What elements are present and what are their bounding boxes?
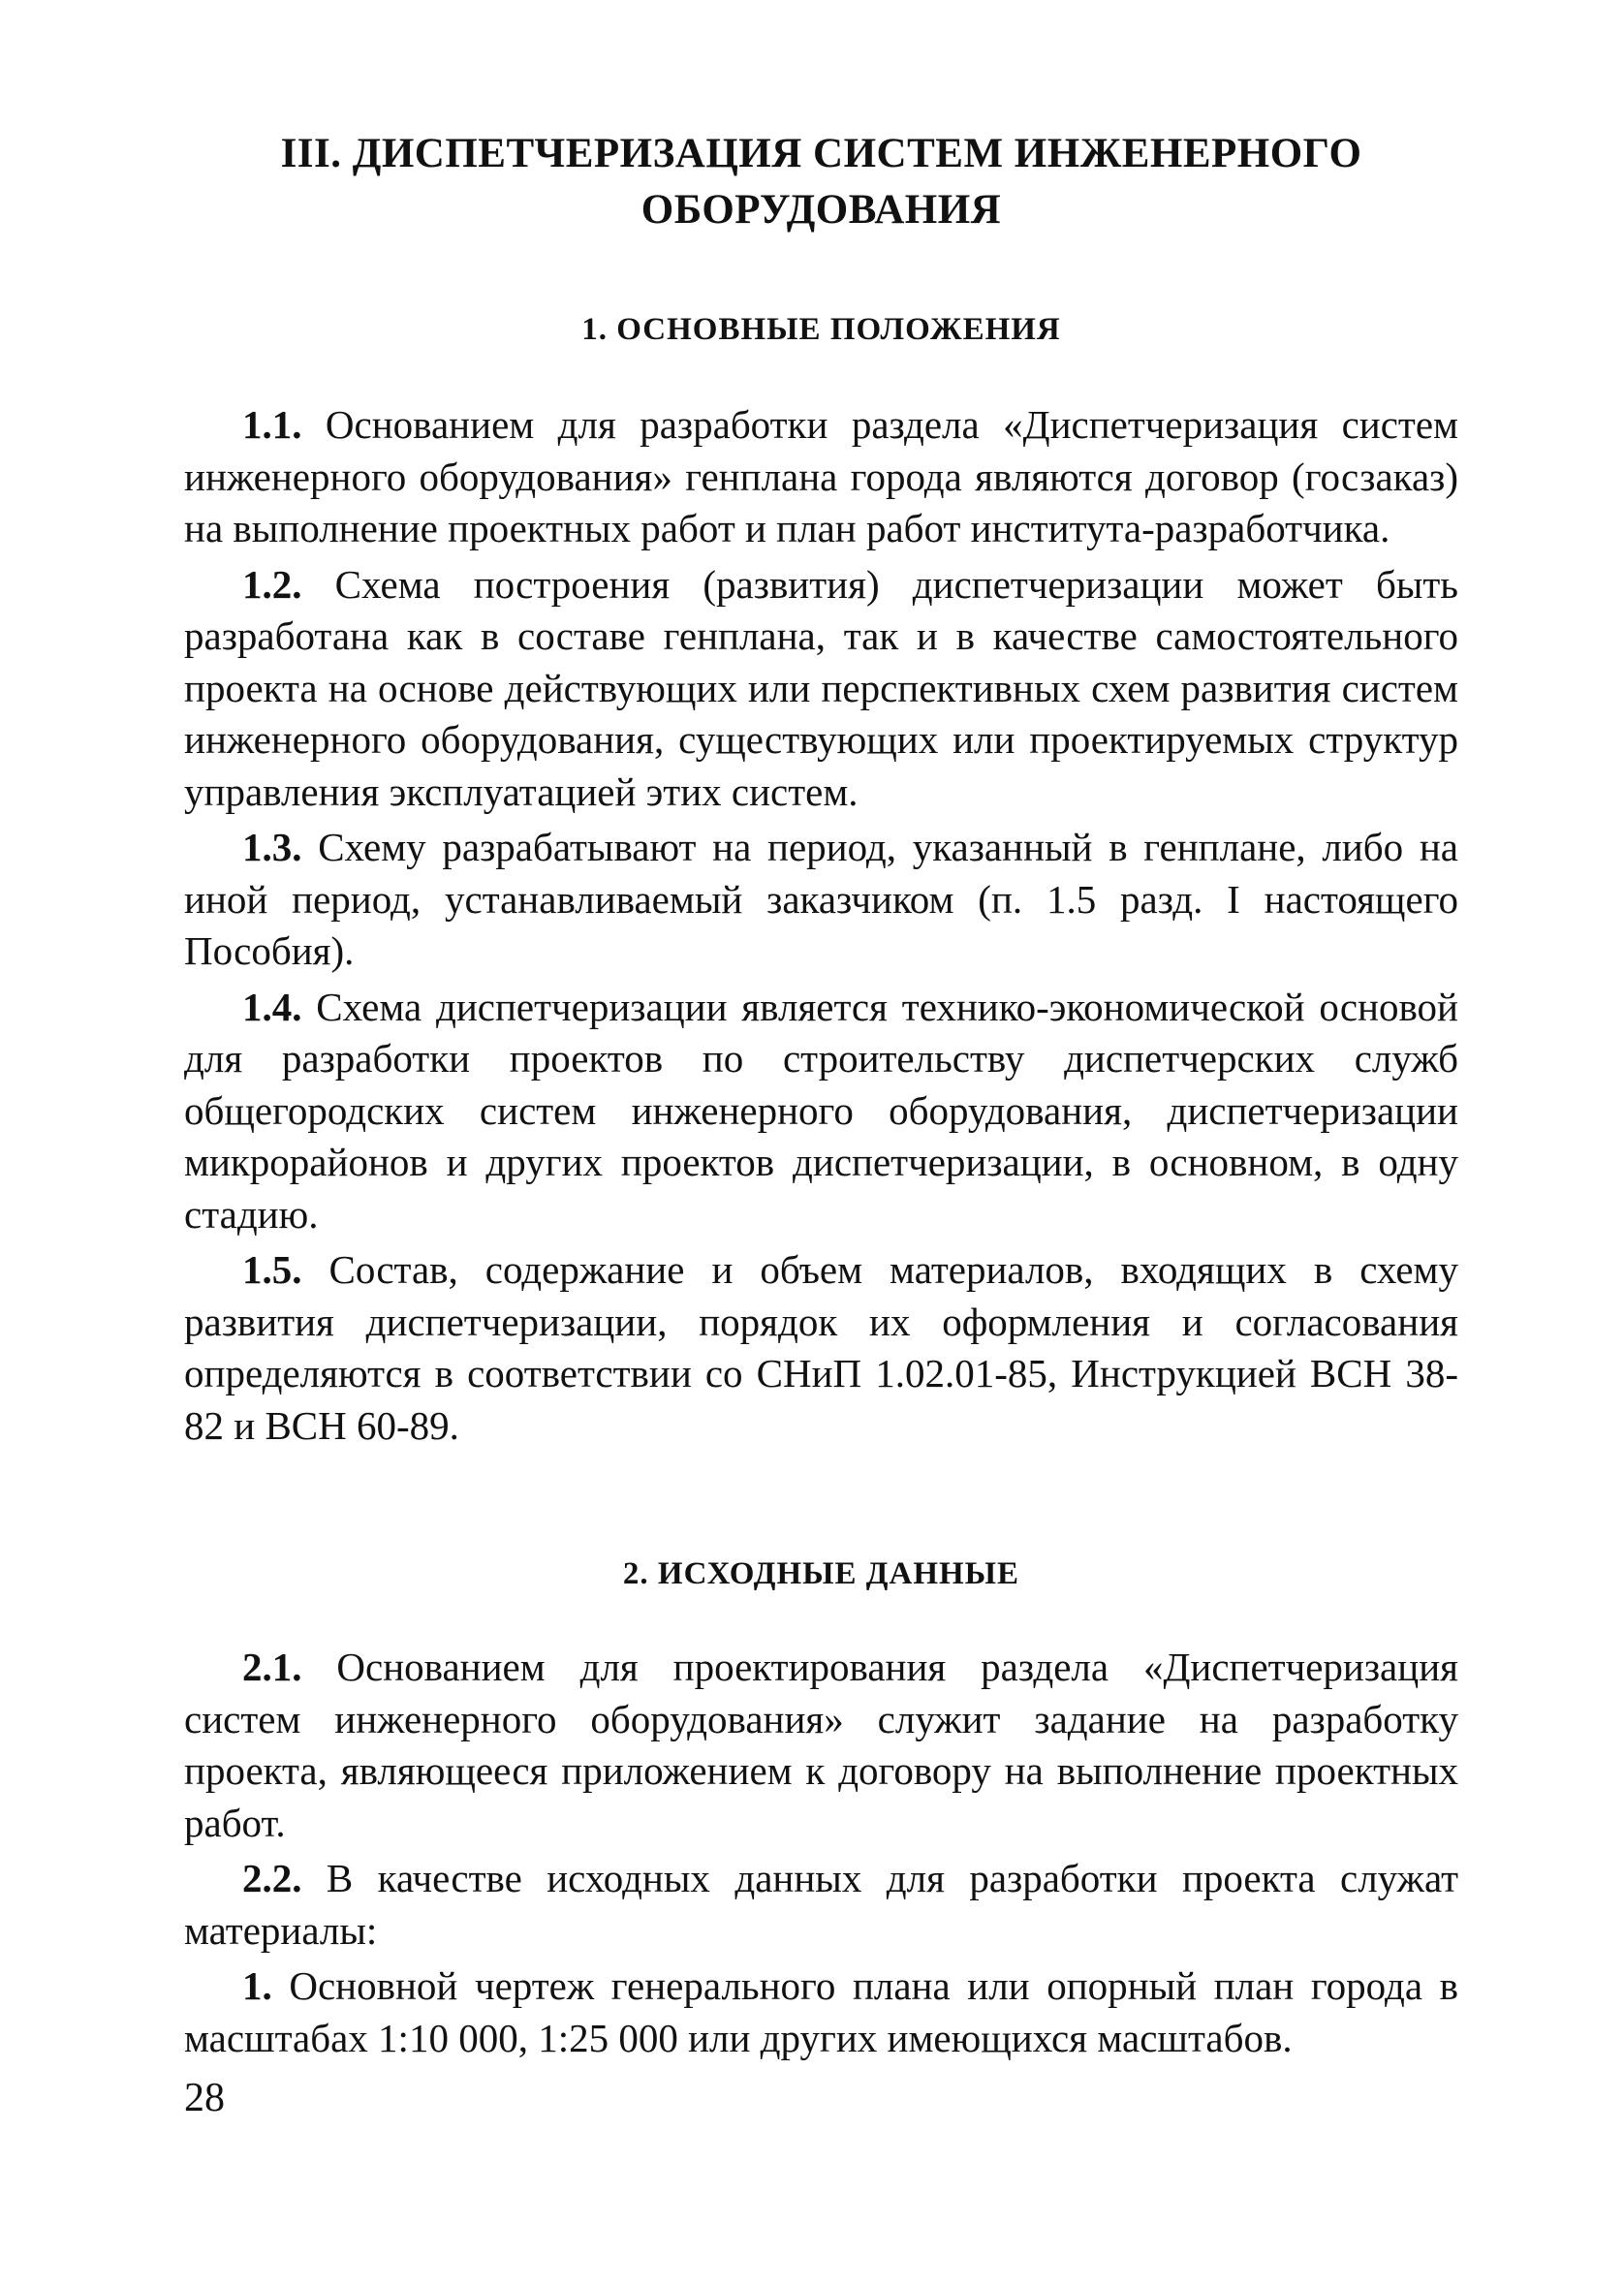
paragraph-number: 1.1.	[242, 402, 302, 447]
paragraph-text: Схему разрабатывают на период, указанный в генплане, либо на иной период, устанавливаемый заказчиком (п. 1.5 разд. I настоящего Пособия).	[184, 825, 1458, 973]
section-1-body	[184, 399, 1458, 1452]
section-1-title: 1. ОСНОВНЫЕ ПОЛОЖЕНИЯ	[581, 312, 1061, 347]
chapter-title-line-2: ОБОРУДОВАНИЯ	[640, 187, 1002, 233]
list-item-1	[184, 1960, 1458, 2064]
page-number: 28	[184, 2076, 225, 2120]
list-item-number: 1.	[242, 1963, 272, 2008]
paragraph-number: 1.2.	[242, 561, 302, 607]
paragraph-1-2	[184, 559, 1458, 819]
paragraph-2-2	[184, 1853, 1458, 1957]
document-page	[184, 126, 1458, 2068]
chapter-title	[184, 126, 1458, 238]
paragraph-number: 2.1.	[242, 1645, 302, 1689]
paragraph-number: 1.3.	[242, 825, 302, 869]
paragraph-1-4	[184, 982, 1458, 1241]
list-item-text: Основной чертеж генерального плана или опорный план города в масштабах 1:10 000, 1:25 000 или других имеющихся масштабов.	[184, 1963, 1458, 2060]
paragraph-1-1	[184, 399, 1458, 555]
paragraph-text: В качестве исходных данных для разработки проекта служат материалы:	[184, 1856, 1458, 1953]
paragraph-text: Схема диспетчеризации является технико-экономической основой для разработки проектов по строительству диспетчерских служб общегородских систем инженерного оборудования, диспетчеризации микрорайонов и других проектов диспетчеризации, в основном, в одну стадию.	[184, 984, 1458, 1237]
section-2-body	[184, 1642, 1458, 2064]
paragraph-number: 2.2.	[242, 1856, 302, 1900]
paragraph-text: Схема построения (развития) диспетчеризации может быть разработана как в составе генплана, так и в качестве самостоятельного проекта на основе действующих или перспективных схем развития систем инженерного оборудования, существующих или проектируемых структур управления эксплуатацией этих систем.	[184, 561, 1458, 814]
paragraph-number: 1.5.	[242, 1247, 302, 1292]
paragraph-text: Основанием для разработки раздела «Диспетчеризация систем инженерного оборудования» генплана города являются договор (госзаказ) на выполнение проектных работ и план работ института-разработчика.	[184, 402, 1458, 550]
paragraph-1-3	[184, 822, 1458, 978]
paragraph-2-1	[184, 1642, 1458, 1849]
section-2-title: 2. ИСХОДНЫЕ ДАННЫЕ	[622, 1556, 1020, 1591]
paragraph-text: Основанием для проектирования раздела «Диспетчеризация систем инженерного оборудования» служит задание на разработку проекта, являющееся приложением к договору на выполнение проектных работ.	[184, 1645, 1458, 1845]
paragraph-text: Состав, содержание и объем материалов, входящих в схему развития диспетчеризации, порядок их оформления и согласования определяются в соответствии со СНиП 1.02.01-85, Инструкцией ВСН 38-82 и ВСН 60-89.	[184, 1247, 1458, 1448]
paragraph-1-5	[184, 1244, 1458, 1452]
chapter-title-line-1: III. ДИСПЕТЧЕРИЗАЦИЯ СИСТЕМ ИНЖЕНЕРНОГО	[280, 131, 1362, 176]
paragraph-number: 1.4.	[242, 984, 302, 1029]
